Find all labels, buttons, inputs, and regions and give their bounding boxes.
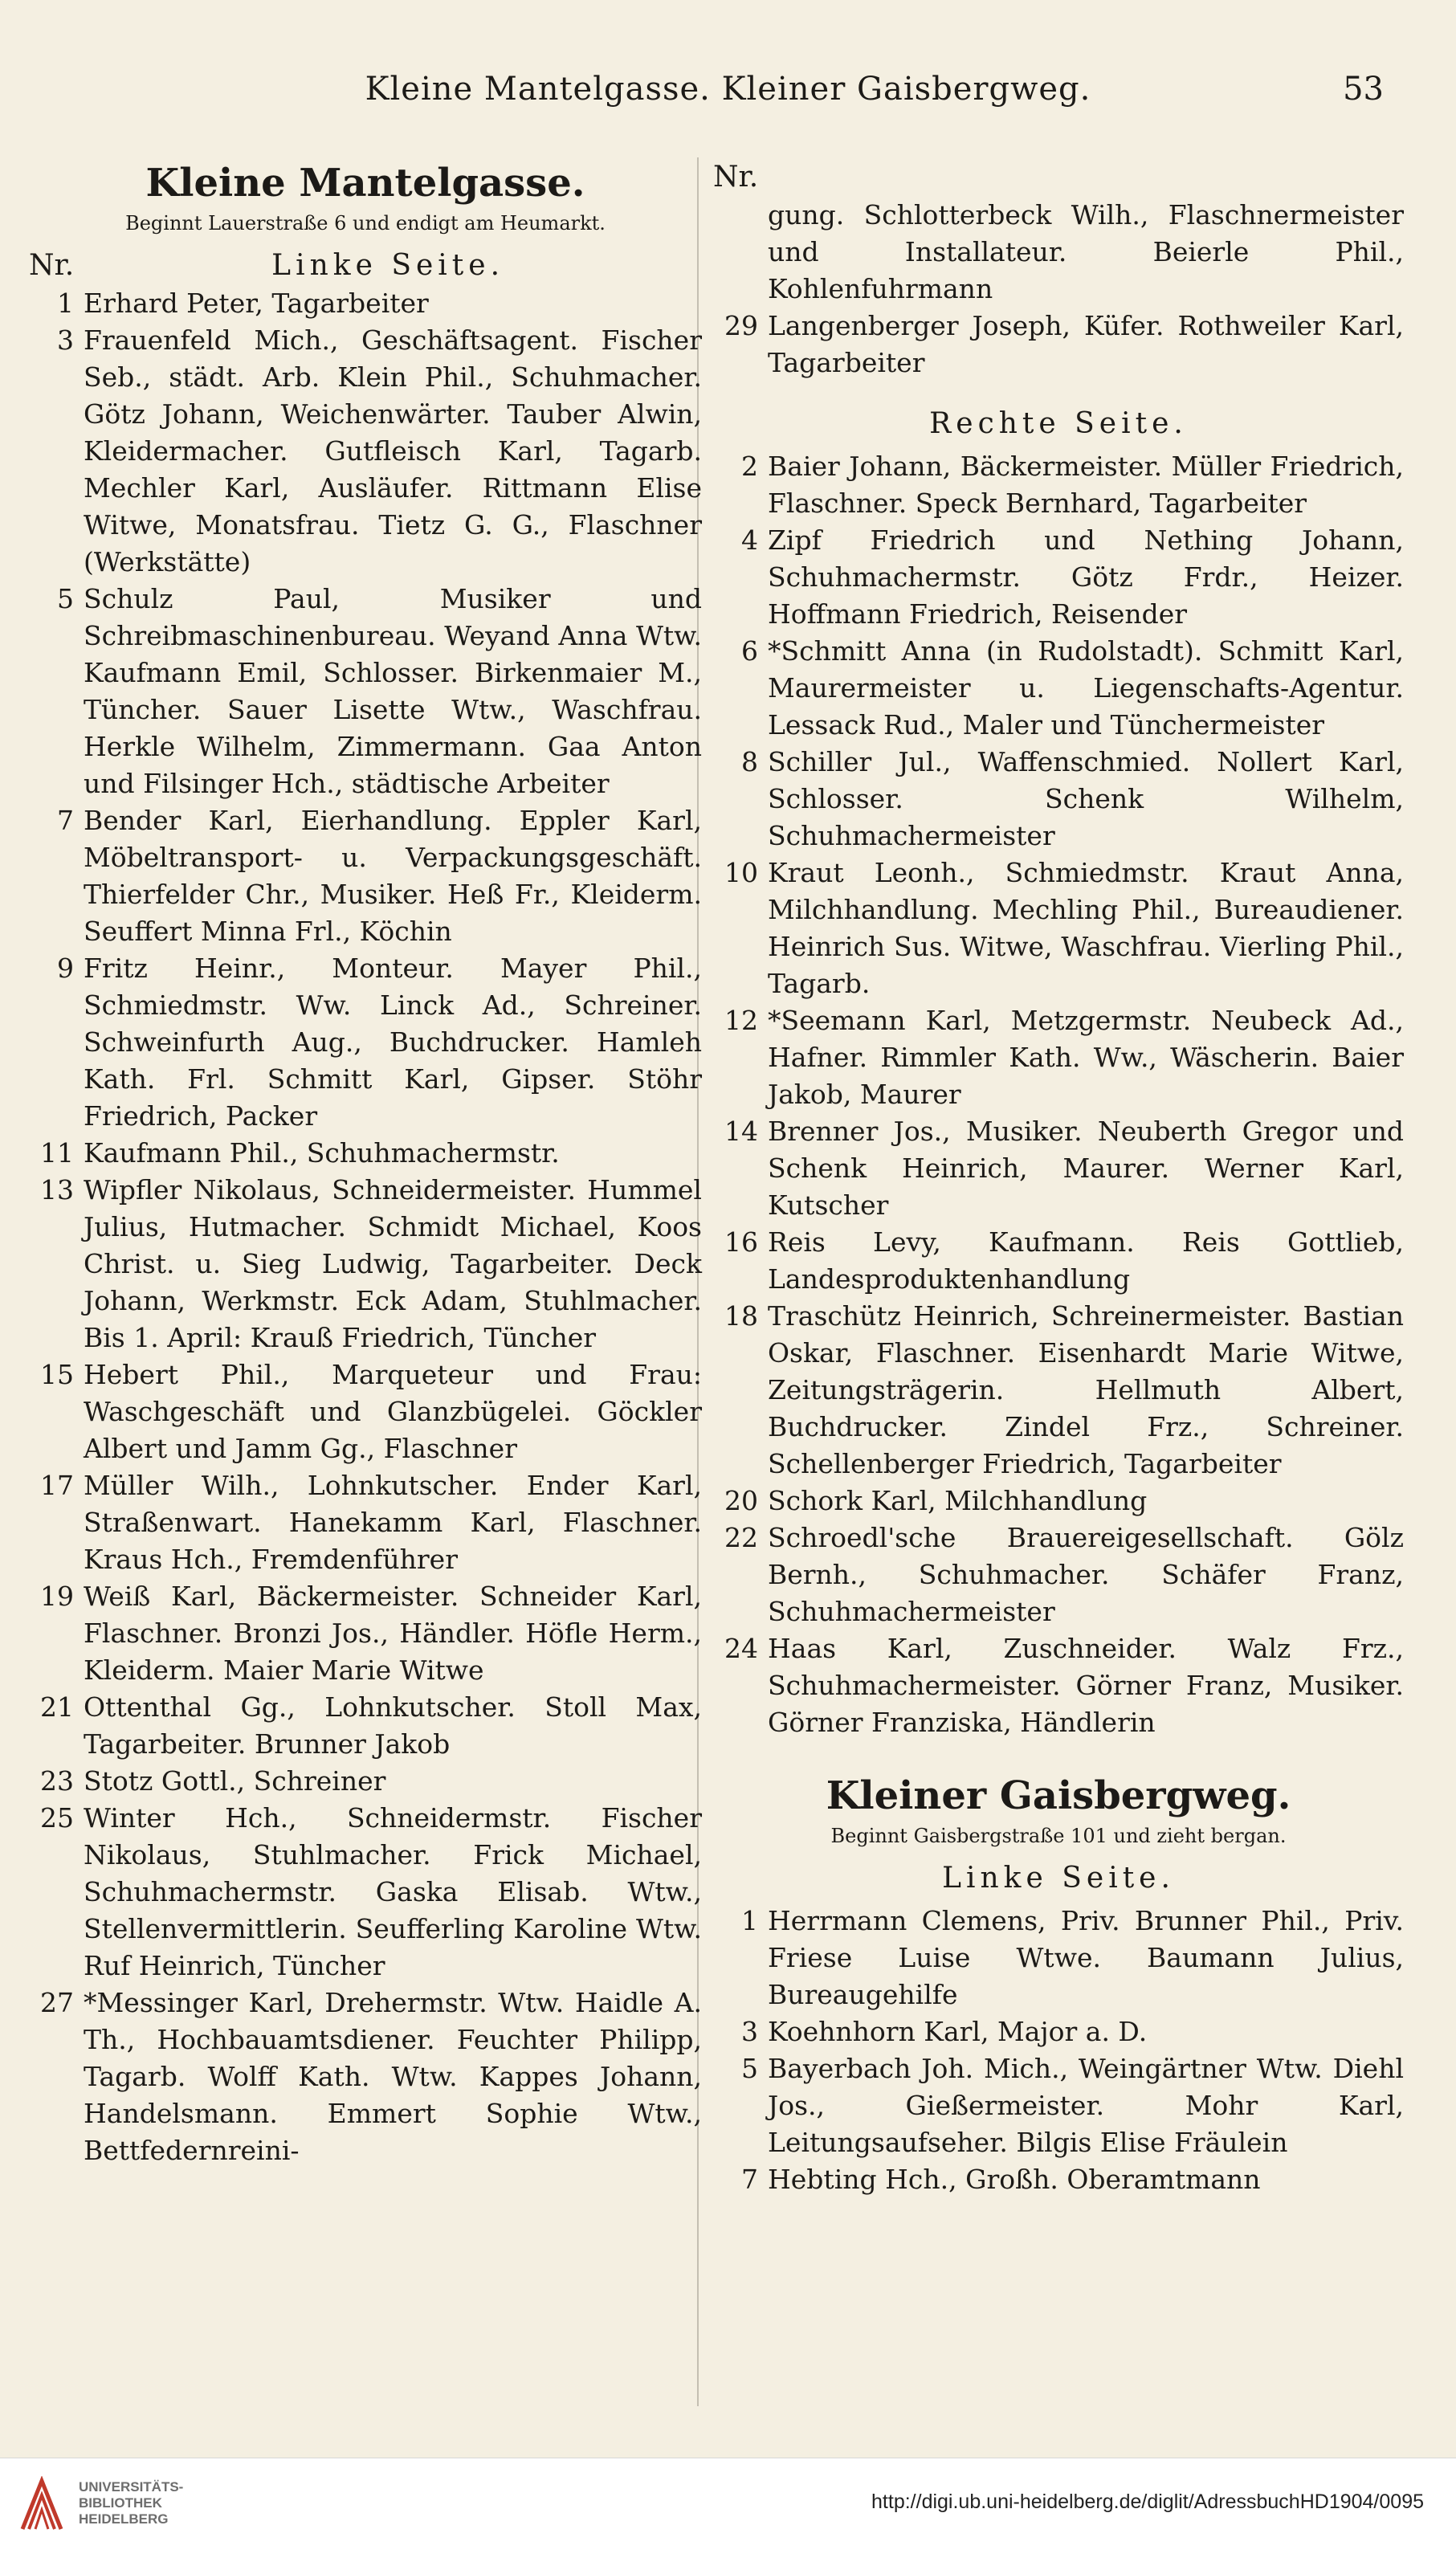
house-number: 14 [724, 1116, 758, 1147]
address-entry [713, 2013, 1404, 2050]
house-number: 5 [741, 2053, 758, 2084]
side-label: Rechte Seite. [929, 407, 1188, 440]
right-column [713, 161, 1404, 2198]
address-entry [713, 1483, 1404, 1520]
residents-text: Reis Levy, Kaufmann. Reis Gottlieb, Landesproduktenhandlung [768, 1226, 1404, 1295]
side-label: Linke Seite. [271, 249, 505, 282]
residents-text: Hebting Hch., Großh. Oberamtmann [768, 2164, 1261, 2195]
entry-list [713, 308, 1404, 381]
address-entry [713, 1630, 1404, 1741]
house-number: 5 [57, 583, 74, 614]
residents-text: Weiß Karl, Bäckermeister. Schneider Karl, Flaschner. Bronzi Jos., Händler. Höfle Herm., Kleiderm. Maier Marie Witwe [84, 1581, 702, 1686]
address-entry [713, 633, 1404, 744]
residents-text: Baier Johann, Bäckermeister. Müller Friedrich, Flaschner. Speck Bernhard, Tagarbeiter [768, 451, 1404, 519]
house-number: 25 [40, 1802, 74, 1834]
residents-text: Schiller Jul., Waffenschmied. Nollert Karl, Schlosser. Schenk Wilhelm, Schuhmachermeister [768, 746, 1404, 851]
address-entry [713, 1002, 1404, 1113]
address-entry [713, 2161, 1404, 2198]
house-number: 19 [40, 1581, 74, 1612]
residents-text: Winter Hch., Schneidermstr. Fischer Nikolaus, Stuhlmacher. Frick Michael, Schuhmachermstr. Gaska Elisab. Wtw., Stellenvermittlerin. Seufferling Karoline Wtw. Ruf Heinrich, Tüncher [84, 1802, 702, 1981]
house-number: 27 [40, 1987, 74, 2018]
house-number: 4 [741, 524, 758, 556]
address-entry [713, 2050, 1404, 2161]
house-number: 15 [40, 1359, 74, 1390]
address-entry [29, 1763, 702, 1800]
residents-text: Haas Karl, Zuschneider. Walz Frz., Schuhmachermeister. Görner Franz, Musiker. Görner Franziska, Händlerin [768, 1633, 1404, 1738]
house-number: 8 [741, 746, 758, 777]
address-entry [29, 1689, 702, 1763]
house-number: 1 [741, 1905, 758, 1936]
street-title: Kleine Mantelgasse. [145, 161, 585, 206]
residents-text: Schroedl'sche Brauereigesellschaft. Gölz Bernh., Schuhmacher. Schäfer Franz, Schuhmachermeister [768, 1522, 1404, 1627]
house-number: 23 [40, 1765, 74, 1797]
house-number: 7 [741, 2164, 758, 2195]
house-number: 21 [40, 1691, 74, 1723]
address-entry [29, 1135, 702, 1172]
entry-list [713, 1903, 1404, 2198]
residents-text: Frauenfeld Mich., Geschäftsagent. Fischer Seb., städt. Arb. Klein Phil., Schuhmacher. Götz Johann, Weichenwärter. Tauber Alwin, Kleidermacher. Gutfleisch Karl, Tagarb. Mechler Karl, Ausläufer. Rittmann Elise Witwe, Monatsfrau. Tietz G. G., Flaschner (Werkstätte) [84, 324, 702, 577]
house-number: 18 [724, 1300, 758, 1332]
residents-text: *Schmitt Anna (in Rudolstadt). Schmitt Karl, Maurermeister u. Liegenschafts-Agentur. Lessack Rud., Maler und Tünchermeister [768, 635, 1404, 740]
address-entry [29, 322, 702, 581]
entry-list [29, 285, 702, 2169]
house-number: 13 [40, 1174, 74, 1205]
house-number: 1 [57, 288, 74, 319]
side-label: Linke Seite. [942, 1862, 1175, 1895]
house-number: 9 [57, 953, 74, 984]
house-number: 2 [741, 451, 758, 482]
address-entry [29, 285, 702, 322]
entry-list [713, 448, 1404, 1741]
house-number: 17 [40, 1470, 74, 1501]
residents-text: Schork Karl, Milchhandlung [768, 1485, 1148, 1516]
source-url-link[interactable]: http://digi.ub.uni-heidelberg.de/diglit/AdressbuchHD1904/0095 [871, 2491, 1424, 2513]
page-number: 53 [1343, 71, 1384, 108]
house-number: 7 [57, 805, 74, 836]
residents-text: Bender Karl, Eierhandlung. Eppler Karl, Möbeltransport- u. Verpackungsgeschäft. Thierfelder Chr., Musiker. Heß Fr., Kleiderm. Seuffert Minna Frl., Köchin [84, 805, 702, 947]
address-entry [29, 1985, 702, 2169]
address-entry [29, 1356, 702, 1467]
address-entry [713, 1903, 1404, 2013]
residents-text: Bayerbach Joh. Mich., Weingärtner Wtw. Diehl Jos., Gießermeister. Mohr Karl, Leitungsaufseher. Bilgis Elise Fräulein [768, 2053, 1404, 2158]
residents-text: Müller Wilh., Lohnkutscher. Ender Karl, Straßenwart. Hanekamm Karl, Flaschner. Kraus Hch., Fremdenführer [84, 1470, 702, 1575]
residents-text: Langenberger Joseph, Küfer. Rothweiler Karl, Tagarbeiter [768, 310, 1404, 378]
continued-entry: gung. Schlotterbeck Wilh., Flaschnermeister und Installateur. Beierle Phil., Kohlenfuhrmann [768, 199, 1404, 304]
residents-text: *Messinger Karl, Drehermstr. Wtw. Haidle A. Th., Hochbauamtsdiener. Feuchter Philipp, Tagarb. Wolff Kath. Wtw. Kappes Johann, Handelsmann. Emmert Sophie Wtw., Bettfedernreini- [84, 1987, 702, 2166]
address-entry [713, 1113, 1404, 1224]
address-entry [29, 1172, 702, 1356]
house-number: 3 [741, 2016, 758, 2047]
address-entry [29, 950, 702, 1135]
residents-text: Zipf Friedrich und Nething Johann, Schuhmachermstr. Götz Frdr., Heizer. Hoffmann Friedrich, Reisender [768, 524, 1404, 630]
address-entry [29, 581, 702, 802]
residents-text: Herrmann Clemens, Priv. Brunner Phil., Priv. Friese Luise Wtwe. Baumann Julius, Bureaugehilfe [768, 1905, 1404, 2010]
residents-text: Traschütz Heinrich, Schreinermeister. Bastian Oskar, Flaschner. Eisenhardt Marie Witwe, Zeitungsträgerin. Hellmuth Albert, Buchdrucker. Zindel Frz., Schreiner. Schellenberger Friedrich, Tagarbeiter [768, 1300, 1404, 1479]
house-number: 29 [724, 310, 758, 341]
street-title: Kleiner Gaisbergweg. [826, 1773, 1291, 1818]
house-number: 11 [40, 1137, 74, 1169]
house-number: 16 [724, 1226, 758, 1258]
left-column [29, 161, 702, 2169]
address-entry [713, 855, 1404, 1002]
residents-text: Fritz Heinr., Monteur. Mayer Phil., Schmiedmstr. Ww. Linck Ad., Schreiner. Schweinfurth Aug., Buchdrucker. Hamleh Kath. Frl. Schmitt Karl, Gipser. Stöhr Friedrich, Packer [84, 953, 702, 1132]
address-entry [713, 448, 1404, 522]
footer-bar [0, 2458, 1456, 2566]
address-entry [29, 1578, 702, 1689]
address-entry [713, 1298, 1404, 1483]
residents-text: Ottenthal Gg., Lohnkutscher. Stoll Max, Tagarbeiter. Brunner Jakob [84, 1691, 702, 1760]
residents-text: Brenner Jos., Musiker. Neuberth Gregor und Schenk Heinrich, Maurer. Werner Karl, Kutscher [768, 1116, 1404, 1221]
nr-label: Nr. [29, 249, 75, 282]
library-name: UNIVERSITÄTS- BIBLIOTHEK HEIDELBERG [79, 2479, 184, 2527]
residents-text: Schulz Paul, Musiker und Schreibmaschinenbureau. Weyand Anna Wtw. Kaufmann Emil, Schlosser. Birkenmaier M., Tüncher. Sauer Lisette Wtw., Waschfrau. Herkle Wilhelm, Zimmermann. Gaa Anton und Filsinger Hch., städtische Arbeiter [84, 583, 702, 799]
library-logo-icon [18, 2476, 66, 2534]
residents-text: Erhard Peter, Tagarbeiter [84, 288, 429, 319]
house-number: 24 [724, 1633, 758, 1664]
street-subtitle: Beginnt Lauerstraße 6 und endigt am Heumarkt. [125, 212, 606, 235]
residents-text: Kaufmann Phil., Schuhmachermstr. [84, 1137, 560, 1169]
address-entry [713, 1224, 1404, 1298]
residents-text: *Seemann Karl, Metzgermstr. Neubeck Ad., Hafner. Rimmler Kath. Ww., Wäscherin. Baier Jakob, Maurer [768, 1005, 1404, 1110]
house-number: 10 [724, 857, 758, 888]
residents-text: Stotz Gottl., Schreiner [84, 1765, 386, 1797]
address-entry [29, 1467, 702, 1578]
house-number: 20 [724, 1485, 758, 1516]
residents-text: Koehnhorn Karl, Major a. D. [768, 2016, 1148, 2047]
address-entry [29, 1800, 702, 1985]
address-entry [713, 308, 1404, 381]
residents-text: Wipfler Nikolaus, Schneidermeister. Hummel Julius, Hutmacher. Schmidt Michael, Koos Christ. u. Sieg Ludwig, Tagarbeiter. Deck Johann, Werkmstr. Eck Adam, Stuhlmacher. Bis 1. April: Krauß Friedrich, Tüncher [84, 1174, 702, 1353]
residents-text: Hebert Phil., Marqueteur und Frau: Waschgeschäft und Glanzbügelei. Göckler Albert und Jamm Gg., Flaschner [84, 1359, 702, 1464]
residents-text: Kraut Leonh., Schmiedmstr. Kraut Anna, Milchhandlung. Mechling Phil., Bureaudiener. Heinrich Sus. Witwe, Waschfrau. Vierling Phil., Tagarb. [768, 857, 1404, 999]
house-number: 3 [57, 324, 74, 356]
address-entry [713, 744, 1404, 855]
house-number: 22 [724, 1522, 758, 1553]
house-number: 6 [741, 635, 758, 667]
address-entry [29, 802, 702, 950]
address-entry [713, 1520, 1404, 1630]
street-subtitle: Beginnt Gaisbergstraße 101 und zieht bergan. [830, 1825, 1287, 1847]
house-number: 12 [724, 1005, 758, 1036]
nr-label: Nr. [713, 161, 759, 194]
address-entry [713, 522, 1404, 633]
running-title: Kleine Mantelgasse. Kleiner Gaisbergweg. [365, 71, 1091, 108]
